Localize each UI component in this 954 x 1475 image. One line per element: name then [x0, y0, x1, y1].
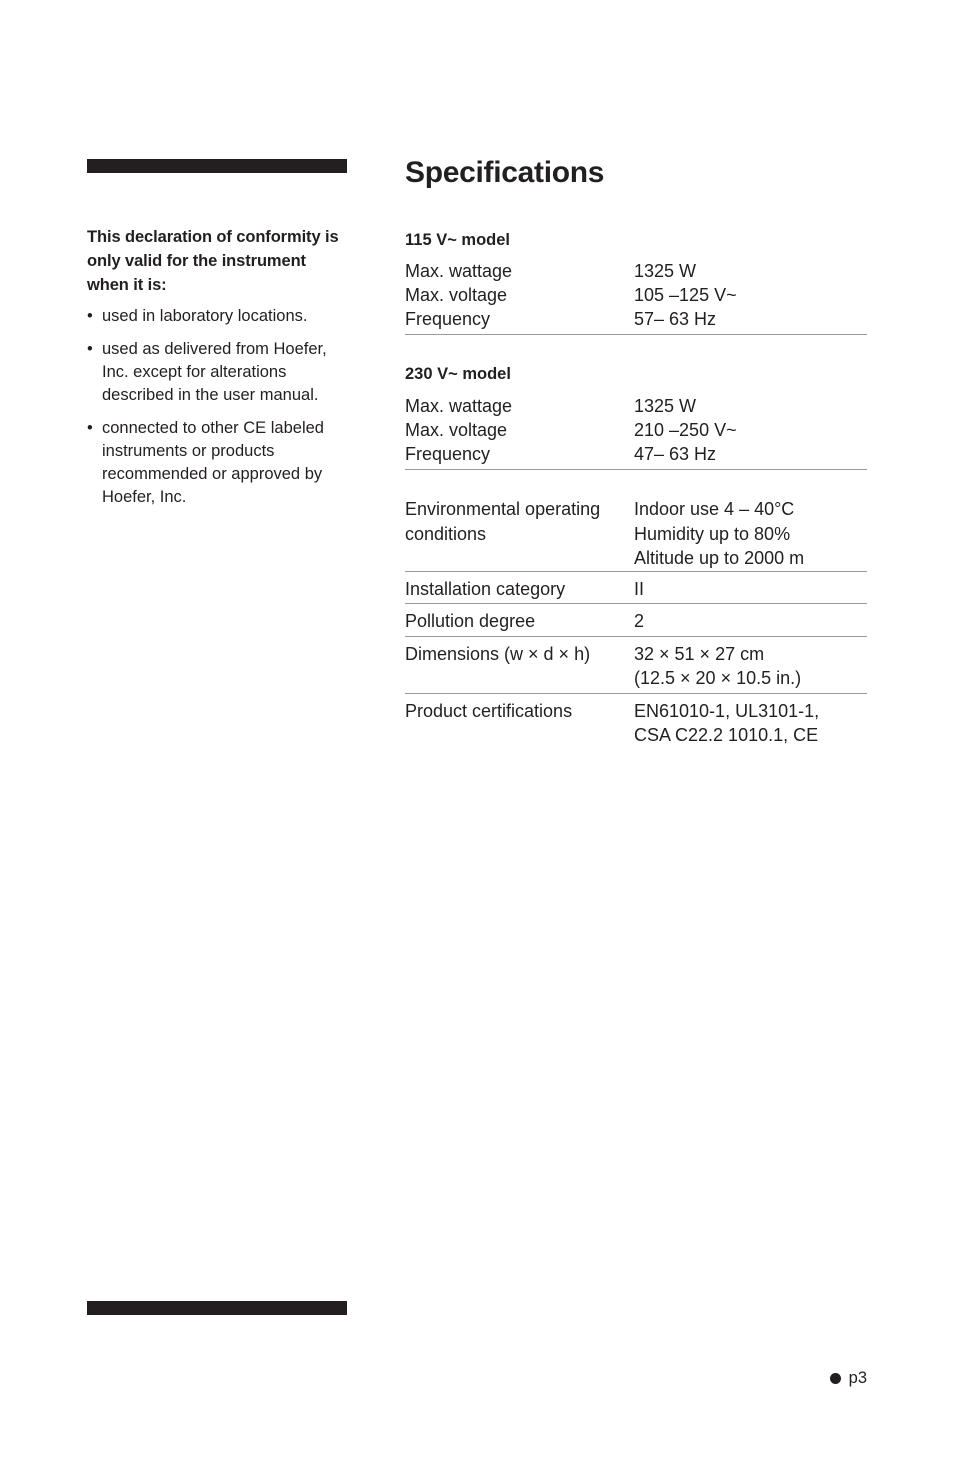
bullet-dot-icon — [830, 1373, 841, 1384]
bullet-icon: • — [87, 419, 93, 437]
spec-value-line: 32 × 51 × 27 cm — [634, 643, 765, 664]
list-item — [87, 305, 349, 328]
spec-value: 1325 W — [634, 261, 697, 281]
spec-value-line: (12.5 × 20 × 10.5 in.) — [634, 668, 802, 688]
spec-label: Installation category — [405, 578, 566, 599]
spec-label — [405, 497, 634, 571]
model-230-table — [405, 394, 867, 466]
spec-value — [634, 497, 867, 571]
spec-value-line: Indoor use 4 – 40°C — [634, 499, 795, 519]
table-row — [405, 442, 867, 466]
page-footer — [830, 1366, 867, 1390]
bottom-rule-bar — [87, 1301, 347, 1315]
spec-value: 105 –125 V~ — [634, 285, 737, 305]
environmental-row — [405, 497, 867, 571]
model-115-heading: 115 V~ model — [405, 231, 511, 249]
page-number: p3 — [848, 1369, 867, 1387]
dimensions-row — [405, 637, 867, 693]
spec-label: Dimensions (w × d × h) — [405, 643, 591, 664]
list-item — [87, 338, 349, 407]
spec-label: Pollution degree — [405, 611, 536, 631]
specifications-section — [405, 150, 867, 750]
model-230-heading: 230 V~ model — [405, 365, 511, 383]
list-item-text: connected to other CE labeled instruments or products recommended or approved by Hoefer, Inc. — [102, 419, 324, 506]
installation-row — [405, 572, 867, 604]
spec-value-line: EN61010-1, UL3101-1, — [634, 700, 820, 721]
spec-value-line: CSA C22.2 1010.1, CE — [634, 725, 819, 745]
spec-label-line: Environmental operating — [405, 499, 601, 519]
table-row — [405, 307, 867, 331]
spec-label: Max. voltage — [405, 285, 508, 305]
pollution-row — [405, 604, 867, 636]
spec-value: 210 –250 V~ — [634, 420, 737, 440]
table-row — [405, 283, 867, 307]
spec-label: Max. wattage — [405, 261, 513, 281]
conformity-list — [87, 305, 349, 509]
certifications-row — [405, 694, 867, 750]
top-rule-bar — [87, 159, 347, 173]
model-115-table — [405, 259, 867, 331]
table-row — [405, 418, 867, 442]
conformity-heading: This declaration of conformity is only valid for the instrument when it is: — [87, 228, 339, 294]
spec-label-line: conditions — [405, 523, 487, 544]
spec-value: 2 — [634, 611, 645, 631]
spec-value: 57– 63 Hz — [634, 309, 717, 329]
spec-value: 1325 W — [634, 396, 697, 416]
bullet-icon: • — [87, 340, 93, 358]
spec-label: Max. voltage — [405, 420, 508, 440]
list-item-text: used in laboratory locations. — [102, 307, 308, 325]
spec-value: II — [634, 578, 645, 599]
list-item — [87, 417, 349, 509]
spec-label: Product certifications — [405, 700, 573, 721]
spec-value: 47– 63 Hz — [634, 444, 717, 464]
conformity-sidebar — [87, 225, 349, 519]
spec-label: Frequency — [405, 444, 491, 464]
bullet-icon: • — [87, 307, 93, 325]
spec-value-line: Altitude up to 2000 m — [634, 548, 805, 568]
table-row — [405, 259, 867, 283]
spec-label: Frequency — [405, 309, 491, 329]
spec-label: Max. wattage — [405, 396, 513, 416]
spec-value — [634, 642, 867, 691]
spec-value-line: Humidity up to 80% — [634, 523, 791, 544]
page-title: Specifications — [405, 156, 605, 189]
spec-value — [634, 699, 867, 748]
table-row — [405, 394, 867, 418]
list-item-text: used as delivered from Hoefer, Inc. except for alterations described in the user manual. — [102, 340, 327, 404]
